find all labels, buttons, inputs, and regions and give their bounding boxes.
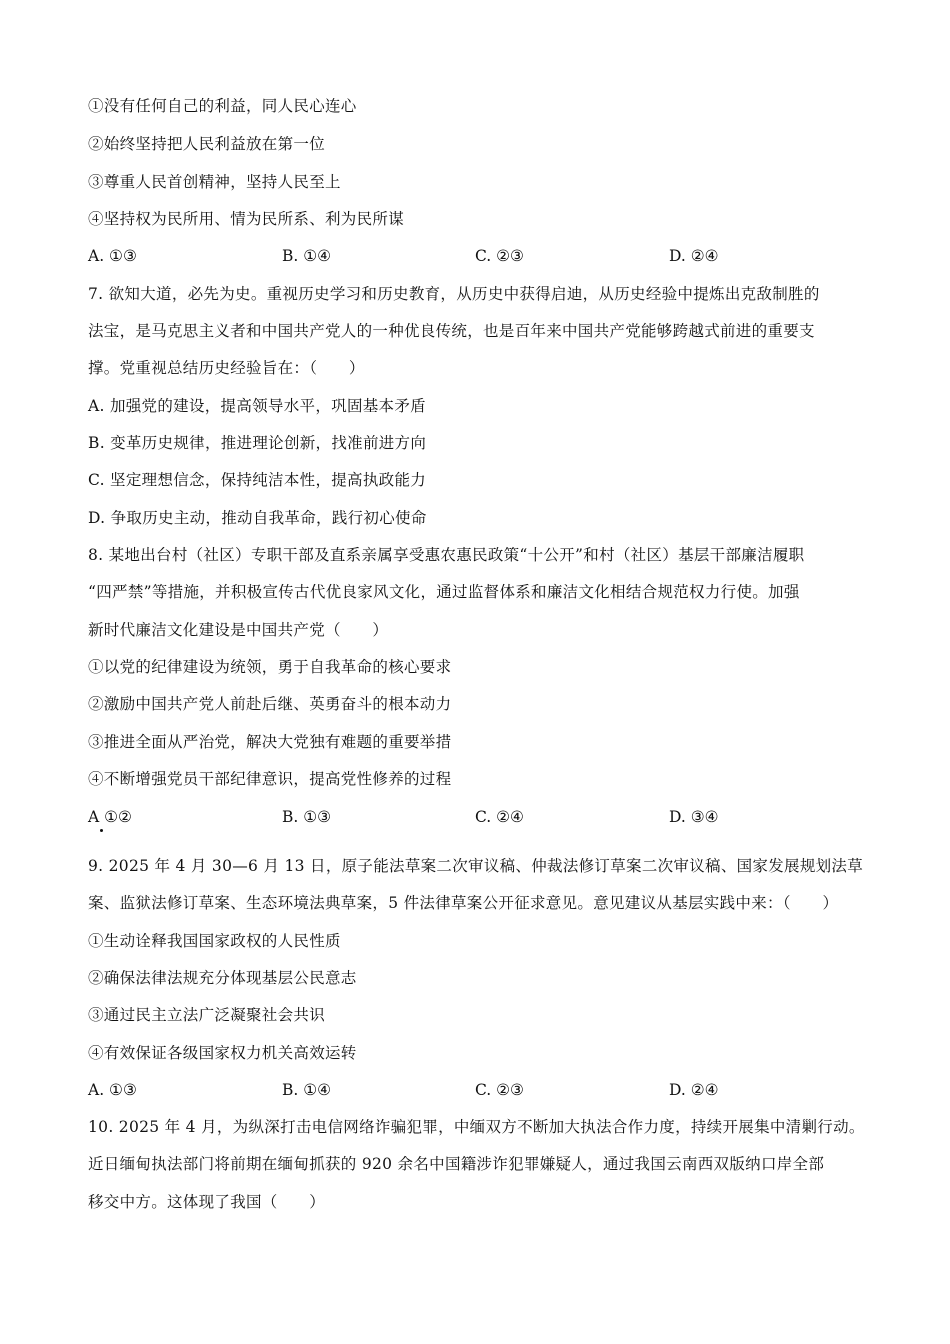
q6-statement-3: ③尊重人民首创精神，坚持人民至上 xyxy=(88,173,341,191)
q8-stem-line-1: 8. 某地出台村（社区）专职干部及直系亲属享受惠农惠民政策“十公开”和村（社区）基层干部廉洁履职 xyxy=(88,546,805,564)
q10-stem-line-2: 近日缅甸执法部门将前期在缅甸抓获的 920 余名中国籍涉诈犯罪嫌疑人，通过我国云南西双版纳口岸全部 xyxy=(88,1155,825,1173)
q6-option-d: D. ②④ xyxy=(669,247,719,265)
q10-stem-line-1: 10. 2025 年 4 月，为纵深打击电信网络诈骗犯罪，中缅双方不断加大执法合作力度，持续开展集中清剿行动。 xyxy=(88,1118,865,1136)
q6-option-b: B. ①④ xyxy=(282,247,332,265)
q8-statement-4: ④不断增强党员干部纪律意识，提高党性修养的过程 xyxy=(88,770,452,788)
q7-option-a: A. 加强党的建设，提高领导水平，巩固基本矛盾 xyxy=(88,397,426,415)
q9-option-c: C. ②③ xyxy=(475,1081,524,1099)
q6-option-c: C. ②③ xyxy=(475,247,524,265)
q9-statement-4: ④有效保证各级国家权力机关高效运转 xyxy=(88,1044,357,1062)
q8-stem-line-3: 新时代廉洁文化建设是中国共产党（ ） xyxy=(88,621,389,639)
q10-stem-line-3: 移交中方。这体现了我国（ ） xyxy=(88,1193,326,1211)
q8-option-a: A ①② xyxy=(88,808,132,826)
q9-option-d: D. ②④ xyxy=(669,1081,719,1099)
q8-option-d: D. ③④ xyxy=(669,808,719,826)
q7-option-b: B. 变革历史规律，推进理论创新，找准前进方向 xyxy=(88,434,427,452)
q6-option-a: A. ①③ xyxy=(88,247,137,265)
q6-statement-1: ①没有任何自己的利益，同人民心连心 xyxy=(88,97,357,115)
q8-statement-3: ③推进全面从严治党，解决大党独有难题的重要举措 xyxy=(88,733,452,751)
q8-statement-1: ①以党的纪律建设为统领，勇于自我革命的核心要求 xyxy=(88,658,452,676)
q9-statement-3: ③通过民主立法广泛凝聚社会共识 xyxy=(88,1006,326,1024)
q9-statement-1: ①生动诠释我国国家政权的人民性质 xyxy=(88,932,341,950)
q9-option-a: A. ①③ xyxy=(88,1081,137,1099)
q9-stem-line-1: 9. 2025 年 4 月 30—6 月 13 日，原子能法草案二次审议稿、仲裁法修订草案二次审议稿、国家发展规划法草 xyxy=(88,857,864,875)
q7-option-d: D. 争取历史主动，推动自我革命，践行初心使命 xyxy=(88,509,427,527)
q7-stem-line-1: 7. 欲知大道，必先为史。重视历史学习和历史教育，从历史中获得启迪，从历史经验中提炼出克敌制胜的 xyxy=(88,285,820,303)
decorative-dot xyxy=(100,829,103,832)
q8-option-b: B. ①③ xyxy=(282,808,332,826)
q7-stem-line-3: 撑。党重视总结历史经验旨在：（ ） xyxy=(88,359,365,377)
q8-statement-2: ②激励中国共产党人前赴后继、英勇奋斗的根本动力 xyxy=(88,695,452,713)
q8-option-c: C. ②④ xyxy=(475,808,524,826)
q6-statement-4: ④坚持权为民所用、情为民所系、利为民所谋 xyxy=(88,210,405,228)
q9-stem-line-2: 案、监狱法修订草案、生态环境法典草案，5 件法律草案公开征求意见。意见建议从基层实践中来：（ ） xyxy=(88,894,839,912)
q9-statement-2: ②确保法律法规充分体现基层公民意志 xyxy=(88,969,357,987)
q9-option-b: B. ①④ xyxy=(282,1081,332,1099)
q8-stem-line-2: “四严禁”等措施，并积极宣传古代优良家风文化，通过监督体系和廉洁文化相结合规范权力行使。加强 xyxy=(88,583,800,601)
q7-stem-line-2: 法宝，是马克思主义者和中国共产党人的一种优良传统，也是百年来中国共产党能够跨越式前进的重要支 xyxy=(88,322,815,340)
q6-statement-2: ②始终坚持把人民利益放在第一位 xyxy=(88,135,326,153)
q7-option-c: C. 坚定理想信念，保持纯洁本性，提高执政能力 xyxy=(88,471,427,489)
